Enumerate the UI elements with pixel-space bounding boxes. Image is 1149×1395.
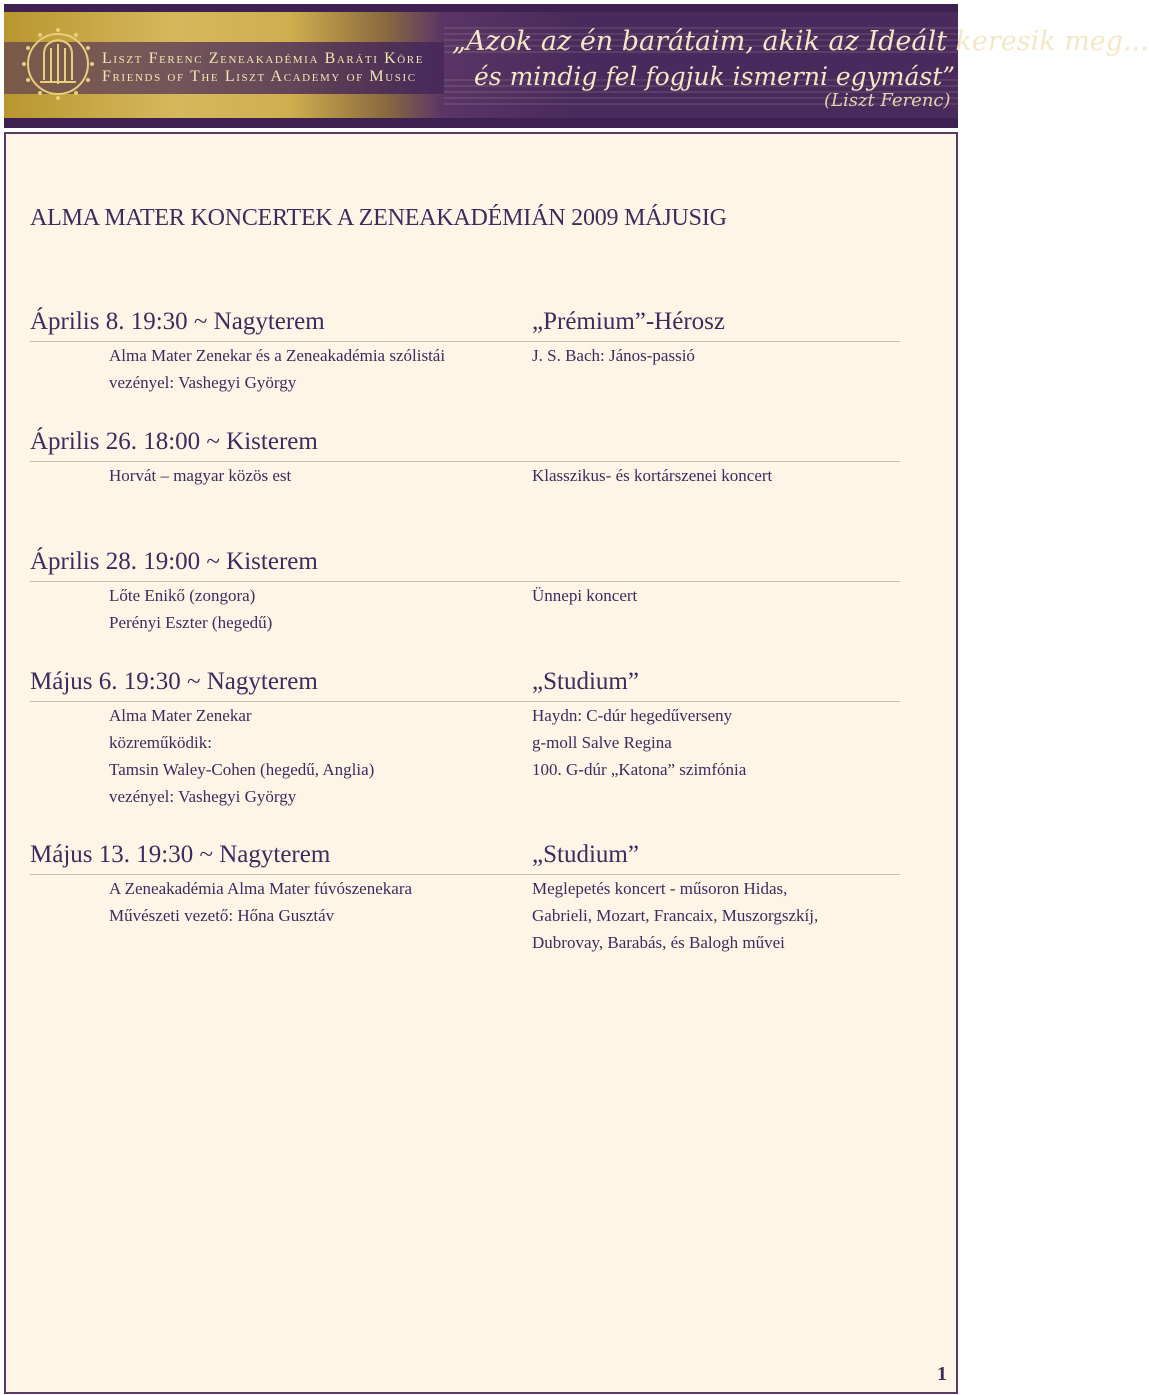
event-performer-line: közreműködik: — [109, 733, 212, 752]
liszt-quote-line-1: „Azok az én barátaim, akik az Ideált keresik meg... — [452, 26, 1149, 57]
liszt-quote-author: (Liszt Ferenc) — [824, 90, 951, 111]
event-divider — [30, 341, 900, 342]
banner-top-strip — [4, 4, 958, 12]
event-program-line: Meglepetés koncert - műsoron Hidas, — [532, 879, 788, 898]
event-program-line: Klasszikus- és kortárszenei koncert — [532, 466, 773, 485]
event-heading: Május 6. 19:30 ~ Nagyterem — [30, 668, 318, 695]
event-program-line: Dubrovay, Barabás, és Balogh művei — [532, 933, 785, 952]
event-program-line: g-moll Salve Regina — [532, 733, 672, 752]
event-performer-line: Tamsin Waley-Cohen (hegedű, Anglia) — [109, 760, 375, 779]
event-performer-line: vezényel: Vashegyi György — [109, 787, 297, 806]
event-performer-line: Lőte Enikő (zongora) — [109, 586, 256, 605]
liszt-quote-line-2: és mindig fel fogjuk ismerni egymást” — [474, 62, 956, 91]
event-divider — [30, 461, 900, 462]
academy-logo-icon — [18, 24, 98, 104]
event-performer-line: vezényel: Vashegyi György — [109, 373, 297, 392]
event-performer-line: Alma Mater Zenekar és a Zeneakadémia szólistái — [109, 346, 446, 365]
page-title: ALMA MATER KONCERTEK A ZENEAKADÉMIÁN 2009 MÁJUSIG — [30, 205, 727, 231]
event-program-line: 100. G-dúr „Katona” szimfónia — [532, 760, 747, 779]
event-heading: Május 13. 19:30 ~ Nagyterem — [30, 841, 331, 868]
event-performer-line: A Zeneakadémia Alma Mater fúvószenekara — [109, 879, 413, 898]
event-heading: Április 8. 19:30 ~ Nagyterem — [30, 308, 325, 335]
event-program-line: Ünnepi koncert — [532, 586, 638, 605]
header-banner — [4, 4, 1149, 128]
event-program-title: „Prémium”-Hérosz — [532, 308, 725, 335]
event-divider — [30, 874, 900, 875]
banner-bottom-strip — [4, 118, 958, 128]
association-name-en: Friends of The Liszt Academy of Music — [102, 68, 417, 85]
event-divider — [30, 701, 900, 702]
event-program-line: Haydn: C-dúr hegedűverseny — [532, 706, 733, 725]
event-program-line: J. S. Bach: János-passió — [532, 346, 695, 365]
event-performer-line: Horvát – magyar közös est — [109, 466, 292, 485]
event-divider — [30, 581, 900, 582]
page-number: 1 — [937, 1363, 947, 1385]
event-performer-line: Alma Mater Zenekar — [109, 706, 252, 725]
event-program-line: Gabrieli, Mozart, Francaix, Muszorgszkíj, — [532, 906, 819, 925]
event-performer-line: Művészeti vezető: Hőna Gusztáv — [109, 906, 335, 925]
event-heading: Április 28. 19:00 ~ Kisterem — [30, 548, 318, 575]
event-program-title: „Studium” — [532, 668, 639, 695]
event-performer-line: Perényi Eszter (hegedű) — [109, 613, 273, 632]
event-heading: Április 26. 18:00 ~ Kisterem — [30, 428, 318, 455]
event-program-title: „Studium” — [532, 841, 639, 868]
association-name-hu: Liszt Ferenc Zeneakadémia Baráti Köre — [102, 50, 425, 67]
